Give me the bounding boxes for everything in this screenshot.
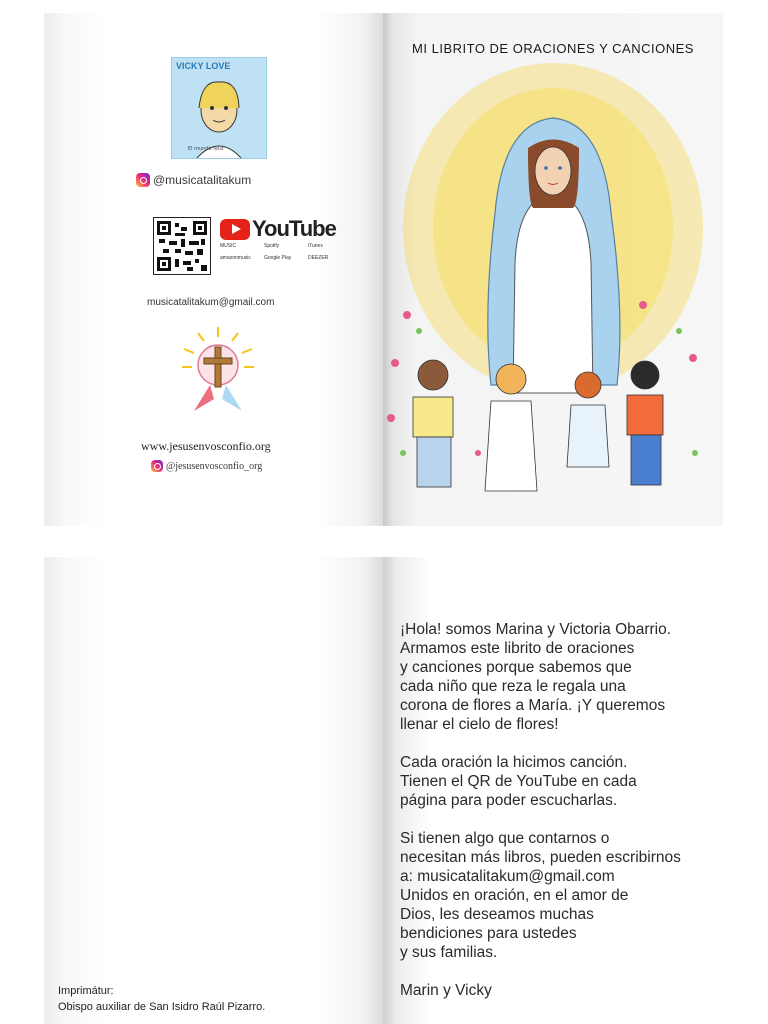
imprimatur-block: [58, 983, 265, 1015]
platform-apple-music[interactable]: MUSIC: [220, 243, 237, 249]
instagram-icon: [151, 460, 163, 472]
instagram-handle-2-text: @jesusenvosconfio_org: [166, 460, 263, 472]
logo-caption: El mundo feliz: [188, 146, 224, 152]
cover-illustration: [383, 13, 723, 526]
platform-spotify[interactable]: Spotify: [264, 243, 280, 249]
vicky-love-logo: [171, 57, 267, 159]
music-platforms: [220, 243, 348, 261]
inner-left-page: [44, 557, 383, 1024]
contact-email[interactable]: musicatalitakum@gmail.com: [147, 297, 275, 308]
inner-right-page: [383, 557, 723, 1024]
qr-code[interactable]: [153, 217, 211, 275]
youtube-label: YouTube: [252, 216, 336, 241]
letter-paragraph-1: ¡Hola! somos Marina y Victoria Obarrio. Armamos este librito de oraciones y canciones porque sabemos que cada niño que reza le regala una corona de flores a María. ¡Y queremos llenar el cielo de flores!: [400, 621, 672, 733]
letter-paragraph-2: Cada oración la hicimos canción. Tienen el QR de YouTube en cada página para poder escucharlas.: [400, 754, 637, 809]
logo-text: VICKY LOVE: [176, 61, 231, 71]
girl-face-drawing: [172, 58, 266, 158]
website-link[interactable]: www.jesusenvosconfio.org: [141, 439, 271, 453]
letter-signature: Marin y Vicky: [400, 982, 492, 999]
platform-amazon-music[interactable]: amazonmusic: [220, 255, 251, 261]
cross-heart-logo: [180, 325, 256, 415]
youtube-play-icon: [220, 219, 250, 240]
back-cover-page: [44, 13, 383, 526]
instagram-icon: [136, 173, 150, 187]
instagram-handle[interactable]: [136, 173, 251, 187]
bottom-spread: [44, 557, 723, 1024]
imprimatur-label: Imprimátur:: [58, 985, 114, 997]
instagram-handle-2[interactable]: [151, 460, 262, 472]
platform-deezer[interactable]: DEEZER: [308, 255, 329, 261]
intro-letter: [400, 620, 720, 1019]
letter-paragraph-3: Si tienen algo que contarnos o necesitan más libros, pueden escribirnos a: musicatalitakum@gmail.com Unidos en oración, en el amor de Dios, les deseamos muchas bendiciones para ustedes y sus familias.: [400, 830, 681, 961]
imprimatur-text: Obispo auxiliar de San Isidro Raúl Pizarro.: [58, 1001, 266, 1013]
platform-google-play[interactable]: Google Play: [264, 255, 292, 261]
front-cover-page: [383, 13, 723, 526]
youtube-logo[interactable]: [220, 216, 336, 242]
platform-itunes[interactable]: iTunes: [308, 243, 323, 249]
instagram-handle-text: @musicatalitakum: [153, 173, 252, 187]
cover-title: MI LIBRITO DE ORACIONES Y CANCIONES: [412, 41, 694, 56]
qr-pattern: [157, 221, 207, 271]
top-spread: [44, 13, 723, 526]
